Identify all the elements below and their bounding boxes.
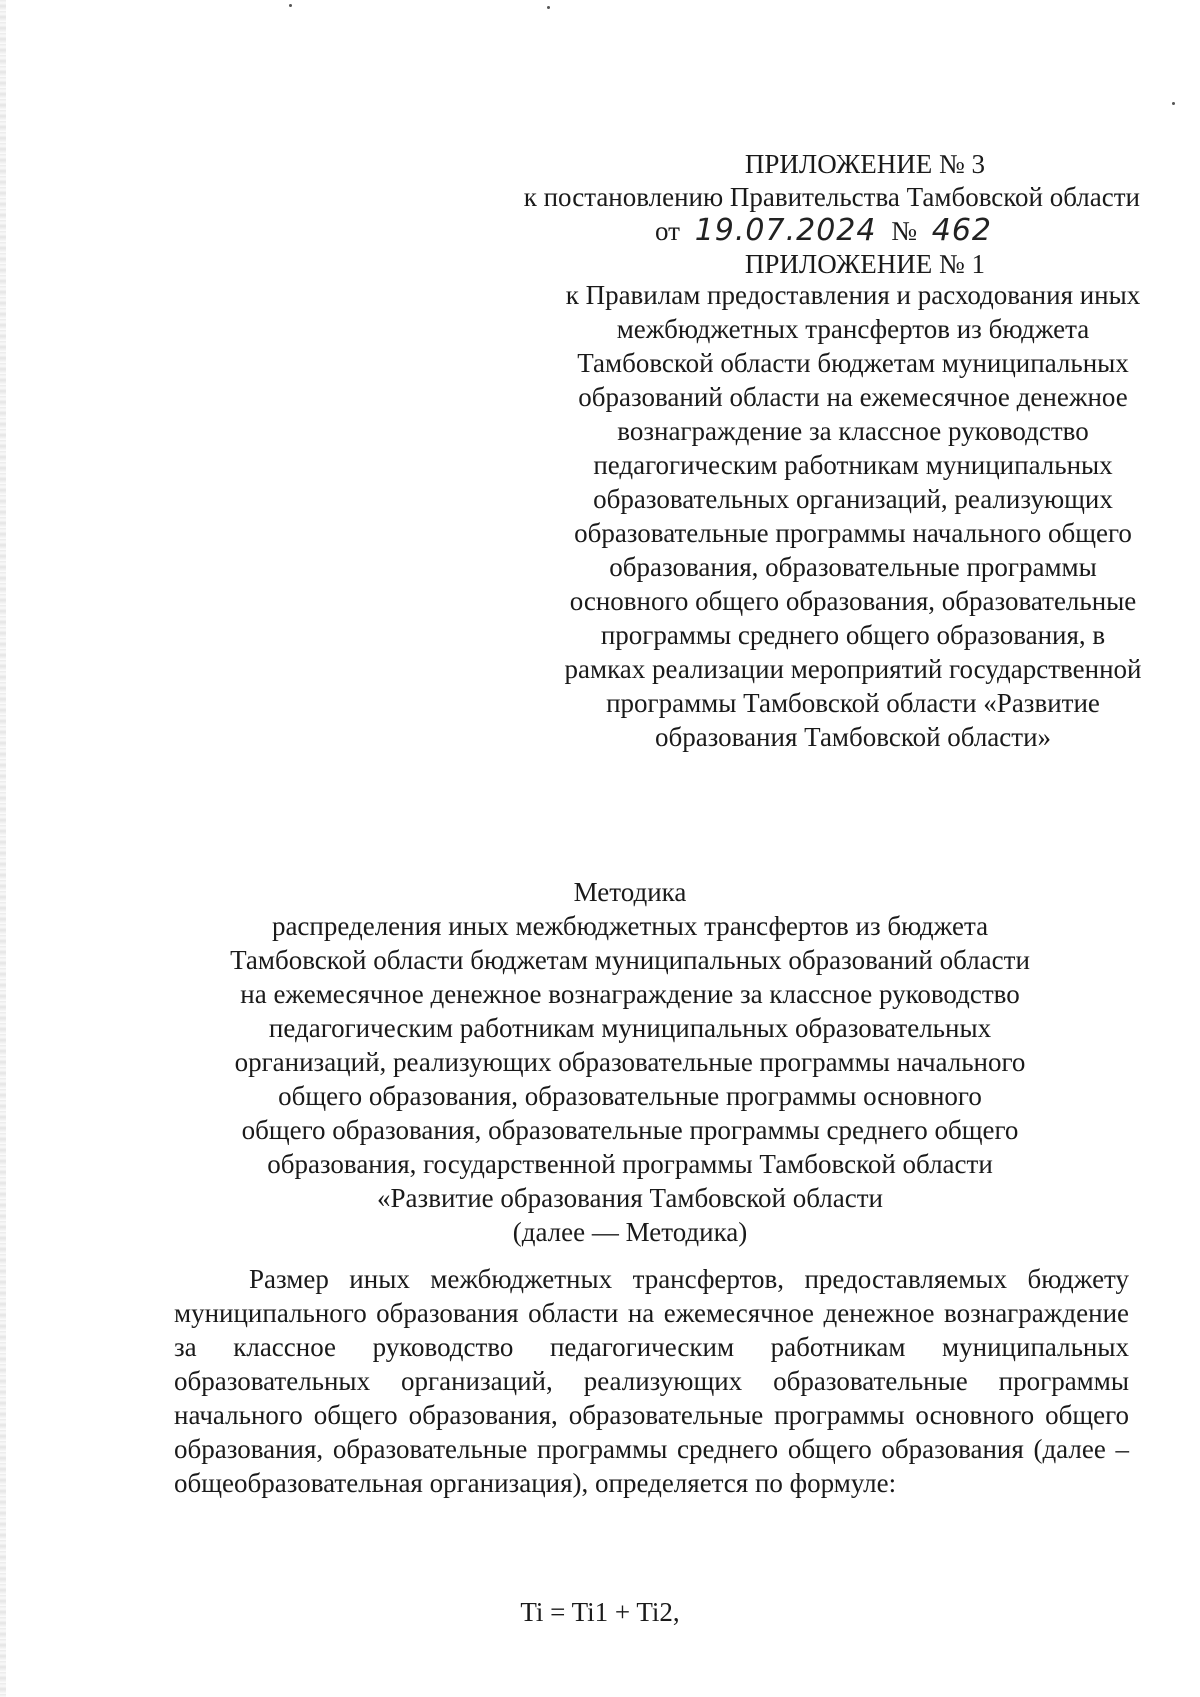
methodology-heading: Методика (573, 877, 687, 907)
scan-speck (547, 6, 550, 9)
title-line: общего образования, образовательные программы основного (278, 1081, 982, 1111)
body-paragraph: Размер иных межбюджетных трансфертов, предоставляемых бюджету муниципального образования области на ежемесячное денежное вознаграждение за классное руководство педагогическим работникам муниципальных образовательных организаций, реализующих образовательные программы начального общего образования, образовательные программы основного общего образования, образовательные программы среднего общего образования (далее – общеобразовательная организация), определяется по формуле: (174, 1264, 1129, 1498)
handwritten-number: 462 (931, 213, 992, 248)
appendix-3-label: ПРИЛОЖЕНИЕ № 3 (744, 149, 985, 179)
title-line: распределения иных межбюджетных трансфертов из бюджета (271, 911, 989, 941)
date-prefix: от (654, 216, 680, 246)
title-line: «Развитие образования Тамбовской области (377, 1183, 883, 1213)
document-header (420, 148, 1140, 281)
resolution-reference: к постановлению Правительства Тамбовской области (523, 182, 1140, 212)
handwritten-date: 19.07.2024 (694, 213, 877, 248)
formula: Ti = Ti1 + Ti2, (520, 1597, 680, 1627)
methodology-title (180, 875, 1080, 1249)
scan-edge-artifact (0, 0, 6, 1697)
scan-speck (289, 4, 292, 7)
title-line: (далее — Методика) (512, 1217, 748, 1247)
title-line: Тамбовской области бюджетам муниципальных образований области (230, 945, 1030, 975)
title-line: общего образования, образовательные программы среднего общего (241, 1115, 1019, 1145)
number-sign: № (891, 216, 917, 246)
title-line: педагогическим работникам муниципальных образовательных (268, 1013, 992, 1043)
appendix-1-label: ПРИЛОЖЕНИЕ № 1 (744, 249, 985, 279)
rules-reference: к Правилам предоставления и расходования иных межбюджетных трансфертов из бюджета Тамбовской области бюджетам муниципальных образований области на ежемесячное денежное вознаграждение за классное руководство педагогическим работникам муниципальных образовательных организаций, реализующих образовательные программы начального общего образования, образовательные программы основного общего образования, образовательные программы среднего общего образования, в рамках реализации мероприятий государственной программы Тамбовской области «Развитие образования Тамбовской области» (564, 280, 1142, 752)
title-line: на ежемесячное денежное вознаграждение за классное руководство (240, 979, 1020, 1009)
resolution-date-line (420, 214, 1140, 248)
title-line: образования, государственной программы Тамбовской области (267, 1149, 993, 1179)
scan-speck (1172, 102, 1175, 105)
title-line: организаций, реализующих образовательные программы начального (234, 1047, 1026, 1077)
